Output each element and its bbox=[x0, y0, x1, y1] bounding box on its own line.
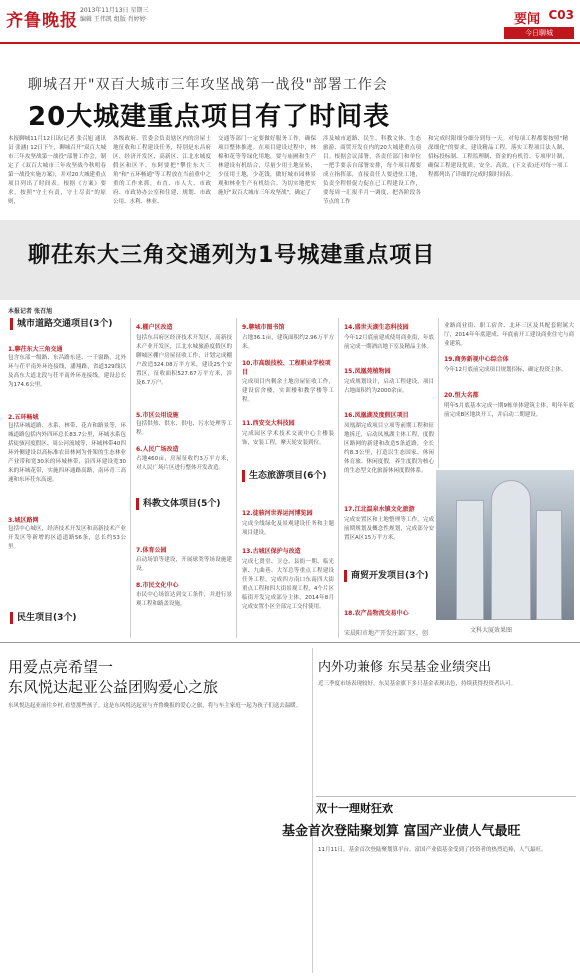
item9-title: 9.聊城市图书馆 bbox=[242, 324, 285, 331]
item5-title: 5.市区公用设施 bbox=[136, 412, 179, 419]
item2-text: 包括环城道路、水系、林带、花卉和路景等，环城道路包括内外四环总长83.7公里，环城水系包括徒骇河度假区、周公河流域等，环城林带40四环外侧建设以高标准农田林网为骨架的生态林业产业带和宽30米的环城林带，沿四环建设宽30米的环城花带，实施四环通路高路，南环青三高速和东环茌东高速。 bbox=[8, 423, 126, 483]
article3-headline-line1: 用爱点亮希望一 bbox=[8, 658, 114, 676]
item6-text: 占地460亩，房屋征收约3万平方米，对人民广场片区进行整体开发改造。 bbox=[136, 456, 232, 471]
article1-col5: 和完成时限细分细分到每一天。对每项工程都要按照"精深细化"的要求，建设精品工程。落实工程项目法人制、招标投标制、工程监理制、资金的有机管、专项审计制，确保工程建设优质、安全、高效。(下文表)还对每一项工程都列出了详细的完成时限时间表。 bbox=[428, 136, 568, 178]
item19-text: 今年12月底前完成项目规划招标，确定投资主体。 bbox=[444, 367, 567, 373]
item20-text: 明年5月底基本完成一期9栋单体建筑主体，明年年底前完成B区地块开工，并启动二期建设。 bbox=[444, 403, 574, 418]
newspaper-masthead bbox=[0, 0, 580, 44]
item11-title: 11.西安交大科技园 bbox=[242, 420, 295, 427]
article5-headline-line2: 基金首次登陆聚划算 富国产业债人气最旺 bbox=[282, 824, 521, 839]
section-tag: 今日聊城 bbox=[504, 27, 574, 39]
item1-text: 包含东部一级路、东昌路东延、一千窗路，北外环与茌平南外环连接线，潘翔路，省道329线以及高东大道北段与茌平南外环连接线，建设总长为174.6公里。 bbox=[8, 355, 126, 388]
item8-title: 8.市民文化中心 bbox=[136, 582, 179, 589]
article3-headline-line2: 东风悦达起亚公益团购爱心之旅 bbox=[8, 678, 219, 696]
item18-text: 业路商业街、职工宿舍、北环三区及其配套附属大厅，2014年年底建成、年底前开工建设商业住宅与商业建筑。 bbox=[444, 323, 574, 347]
item18-title: 18.农产品物流交易中心 bbox=[344, 610, 409, 617]
item1-title: 1.聊茌东大三角交通 bbox=[8, 346, 63, 353]
article4-text: 近三季度市场表现较好，东吴基金旗下多只基金表现出色，持续获得投资者认可。 bbox=[318, 681, 517, 687]
article1-kicker: 聊城召开"双百大城市三年攻坚战第一战役"部署工作会 bbox=[28, 77, 388, 93]
article2-byline: 本报记者 张召旭 bbox=[8, 308, 53, 315]
article4-headline: 内外功兼修 东吴基金业绩突出 bbox=[318, 660, 492, 675]
article1-col1: 本报聊城11月12日讯(记者 张召旭 通讯员 张涵) 12日下午，聊城召开"双百大城市三年攻坚战第一战役"部署工作会，制定了《双百大城市三年攻坚战今秋明春第一战役实施方案》，并对20大城建重点项目列出了时间表。根据《方案》要求，按照"守土有责，守土尽责"的原则， bbox=[8, 136, 106, 205]
item3-title: 3.城区路网 bbox=[8, 517, 39, 524]
article1-col2: 各级政府、管委会负责辖区内的房屋土地征收和工程建设任务，特别是东昌府区、经济开发区、高新区、江北水城度假区和区平、东阿要把"攀住东大三角"和"五环畅通"等工程放在当前重中之重的工作来抓，市直、市人大、市政府、市政协办公室和住建、规划、市政公用、水利、林业、 bbox=[113, 136, 211, 205]
building-photo bbox=[436, 470, 574, 620]
article3-text: 东风悦达起亚前往乡村,看望那些孩子。这是东风悦达起亚与齐鲁晚报的爱心之旅，将与车主家庭一起为孩子们送去温暖。 bbox=[8, 703, 302, 709]
item19-title: 19.商务新视中心综合体 bbox=[444, 356, 509, 363]
article5-text: 11月11日，基金首次登陆聚划算平台，富国产业债基金受到了投资者的热烈追捧，人气最旺。 bbox=[318, 847, 547, 853]
item10-title: 10.市高级技校、工程职业学校项目 bbox=[242, 360, 331, 376]
tower-right bbox=[536, 510, 562, 620]
item14-text: 今年12月底前建成使用商业街，年底前完成一期酒店地下室及精品主体。 bbox=[344, 335, 434, 350]
issue-date: 2013年11月13日 星期三 bbox=[80, 7, 149, 14]
item9-text: 占地36.1亩，建筑面积约2.96万平方米。 bbox=[242, 335, 334, 350]
category-education: 科教文体项目(5个) bbox=[136, 498, 226, 510]
item3-text: 包括中心城区，经济技术开发区和高新技术产业开发区等新增的区道道路56条，总长约53公里。 bbox=[8, 526, 126, 550]
article1-headline: 20大城建重点项目有了时间表 bbox=[28, 102, 391, 132]
item15-text: 完成规划设计，启动工程建设，项目占地面积约为2000余亩。 bbox=[344, 379, 434, 394]
item4-text: 包括东昌府区经济技术开发区，高新技术产业开发区，江北水城旅游度假区的聊城区棚户房屋征收工作，计划完成棚户改造324.08万平方米，建设25个安置区，征收面积527.67万平方米，涉及6.7万户。 bbox=[136, 335, 232, 386]
photo-caption: 文科大厦效果图 bbox=[470, 627, 513, 634]
item17-title: 17.江北温泉水镇文化旅游 bbox=[344, 506, 415, 513]
item17-text: 完成安置区和土地整理等工作，完成前期规划及概念性规划，完成部分安置区A区15万平方米。 bbox=[344, 517, 434, 541]
item15-title: 15.凤凰苑植物园 bbox=[344, 368, 391, 375]
category-livelihood: 民生项目(3个) bbox=[10, 612, 120, 624]
item14-title: 14.盛世天湖生态科技园 bbox=[344, 324, 409, 331]
photo-credit: 宋晨阳市地产开发庄部门区，创 bbox=[344, 630, 429, 637]
newspaper-logo: 齐鲁晚报 bbox=[6, 11, 78, 31]
item7-title: 7.体育公园 bbox=[136, 547, 167, 554]
tower-left bbox=[456, 500, 484, 620]
item4-title: 4.棚户区改造 bbox=[136, 324, 173, 331]
article1-col3: 交通等部门一定要做好服务工作，确保项目整体推进。在项目建设过程中，林棉和花等等绿化用地，要与庙圃和生产林建设有机结合，尽量少用土地征转，少征用土地，少花钱，做好城市园林景观和林业生产有机结合。为切实地把实施好"双百大城市三年攻坚战"，确定了 bbox=[218, 136, 316, 196]
article2-headline: 聊茌东大三角交通列为1号城建重点项目 bbox=[28, 243, 436, 268]
item2-title: 2.五环畅城 bbox=[8, 414, 39, 421]
item5-text: 包括供热、供水、供电、污水处理等工程。 bbox=[136, 421, 232, 436]
category-commerce: 商贸开发项目(3个) bbox=[344, 570, 430, 582]
item13-title: 13.古城区保护与改造 bbox=[242, 548, 301, 555]
item11-text: 完成园区学术技术交流中心主楼装饰，安装工程，摩天轮安装到位。 bbox=[242, 431, 334, 446]
item16-title: 16.凤凰湖及度假区项目 bbox=[344, 412, 409, 419]
item6-title: 6.人民广场改造 bbox=[136, 446, 179, 453]
tower-center bbox=[491, 480, 531, 620]
item8-text: 市民中心场馆达到交工条件，并进行景观工程和路盖设施。 bbox=[136, 592, 232, 607]
article5-headline-line1: 双十一理财狂欢 bbox=[316, 802, 393, 815]
category-ecotourism: 生态旅游项目(6个) bbox=[242, 470, 328, 482]
item16-text: 凤凰湖完成项目立项等前期工程和征地拆迁，启动凤凰湖主体工程，度假区路网的新建和改造5条道路，全长约8.3公里，打造以生态国家、休闲体育旅、休闲度假，养生度假为核心的生态型文化旅游休闲度假体系。 bbox=[344, 423, 434, 474]
item10-text: 完成项目内剩余土地房屋征收工作，建设宿舍楼，实训楼和教学楼等工程。 bbox=[242, 379, 334, 403]
page-number: C03 bbox=[548, 8, 574, 22]
editors: 编辑 王伟凯 组版 肖婷婷 bbox=[80, 16, 146, 23]
item12-title: 12.徒骇河世界运河博览园 bbox=[242, 510, 313, 517]
item20-title: 20.恒大名都 bbox=[444, 392, 479, 399]
item12-text: 完成全线绿化及景观建设任务和主题项目建设。 bbox=[242, 521, 334, 536]
section-name: 要闻 bbox=[513, 12, 540, 27]
article1-col4: 涉及城市道路、民生、科教文体、生态旅游、商贸开发在内的20大城建重点项目。根据会议部署，各责任部门和单位一把手要亲自部署安排，每个项目都要成立指挥部，直接责任人要进驻工地，负责全程督促力促在已工程建设工作，要每周一汇报半月一调度，把各阶段各节点的工作 bbox=[323, 136, 421, 205]
item13-text: 完成七贤堂、卫仓、县衙一期、临光寨、九曲巷、大军总等重点工程建设任务工程，完成四方南口东南四大街重点工程和四大街景观工程，4个片区临街开发完成部分主体，2014年8月完成安置小区全部完工交付使用。 bbox=[242, 559, 334, 610]
item7-text: 启动场馆等建设，开展球类等场设施建设。 bbox=[136, 557, 232, 572]
category-roads: 城市道路交通项目(3个) bbox=[10, 318, 120, 330]
